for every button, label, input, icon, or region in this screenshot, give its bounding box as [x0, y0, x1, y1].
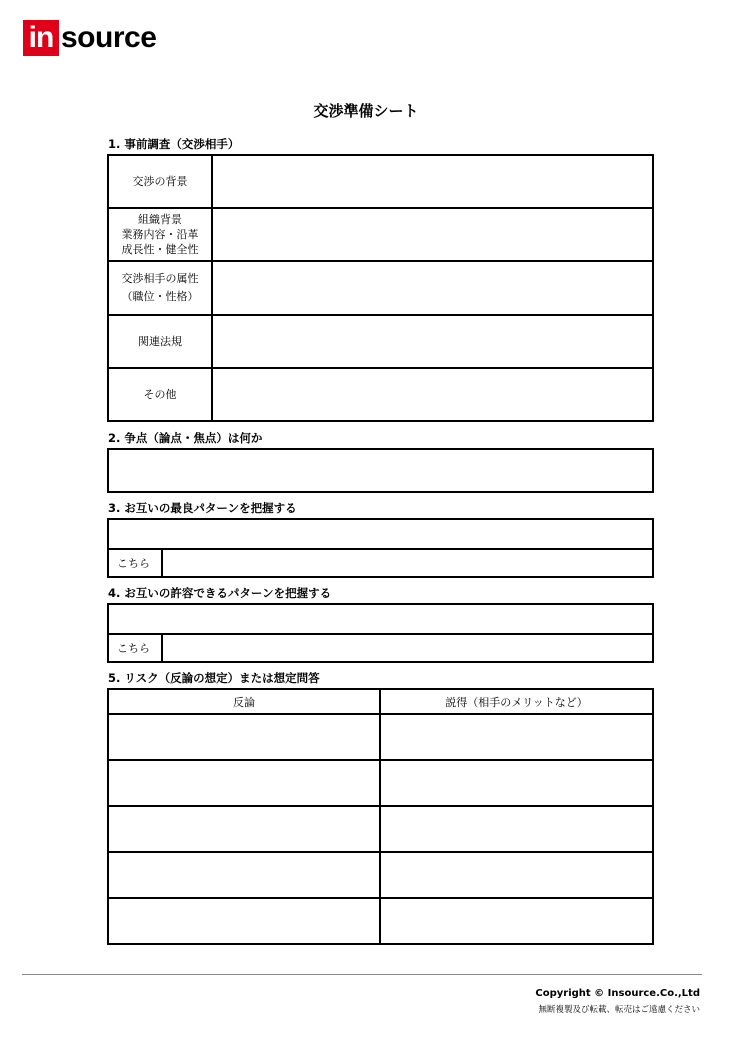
section3-heading: 3. お互いの最良パターンを把握する — [108, 501, 297, 515]
section5-counter-cell[interactable] — [108, 852, 380, 898]
section1-heading: 1. 事前調査（交渉相手） — [108, 137, 240, 151]
section4-field-partner[interactable] — [108, 604, 653, 634]
section2-table — [107, 448, 654, 493]
section1-label-other: その他 — [108, 368, 212, 421]
section5-persuasion-cell[interactable] — [380, 852, 653, 898]
section5-persuasion-cell[interactable] — [380, 760, 653, 806]
section1-field-organization[interactable] — [212, 208, 653, 261]
section1-label-laws: 関連法規 — [108, 315, 212, 368]
section5-header-counter: 反論 — [108, 689, 380, 714]
section4-table — [107, 603, 654, 663]
section1-field-other[interactable] — [212, 368, 653, 421]
section5-header-persuasion: 説得（相手のメリットなど） — [380, 689, 653, 714]
footer-divider — [22, 974, 702, 975]
section5-persuasion-cell[interactable] — [380, 806, 653, 852]
section4-field-ours[interactable] — [162, 634, 653, 662]
footer-copyright: Copyright © Insource.Co.,Ltd — [535, 988, 700, 999]
section1-label-background: 交渉の背景 — [108, 155, 212, 208]
footer-note: 無断複製及び転載、転売はご遠慮ください — [538, 1005, 700, 1015]
section5-counter-cell[interactable] — [108, 760, 380, 806]
section5-counter-cell[interactable] — [108, 898, 380, 944]
section4-label-ours: こちら — [108, 634, 162, 662]
section2-heading: 2. 争点（論点・焦点）は何か — [108, 431, 263, 445]
section5-persuasion-cell[interactable] — [380, 898, 653, 944]
section1-field-attributes[interactable] — [212, 261, 653, 315]
section3-field-partner[interactable] — [108, 519, 653, 549]
section1-table — [107, 154, 654, 422]
section1-field-laws[interactable] — [212, 315, 653, 368]
section1-label-attributes: 交渉相手の属性 （職位・性格） — [108, 261, 212, 315]
section3-label-ours: こちら — [108, 549, 162, 577]
section4-heading: 4. お互いの許容できるパターンを把握する — [108, 586, 332, 600]
section5-heading: 5. リスク（反論の想定）または想定問答 — [108, 671, 320, 685]
section3-field-ours[interactable] — [162, 549, 653, 577]
section3-table — [107, 518, 654, 578]
section1-field-background[interactable] — [212, 155, 653, 208]
page-title: 交渉準備シート — [313, 102, 419, 120]
section5-counter-cell[interactable] — [108, 806, 380, 852]
section1-label-organization: 組織背景 業務内容・沿革 成長性・健全性 — [108, 208, 212, 261]
logo-in-block: in — [23, 20, 59, 56]
logo-source-text: source — [61, 21, 157, 54]
section5-persuasion-cell[interactable] — [380, 714, 653, 760]
section5-table — [107, 688, 654, 945]
section5-counter-cell[interactable] — [108, 714, 380, 760]
section2-field[interactable] — [108, 449, 653, 492]
